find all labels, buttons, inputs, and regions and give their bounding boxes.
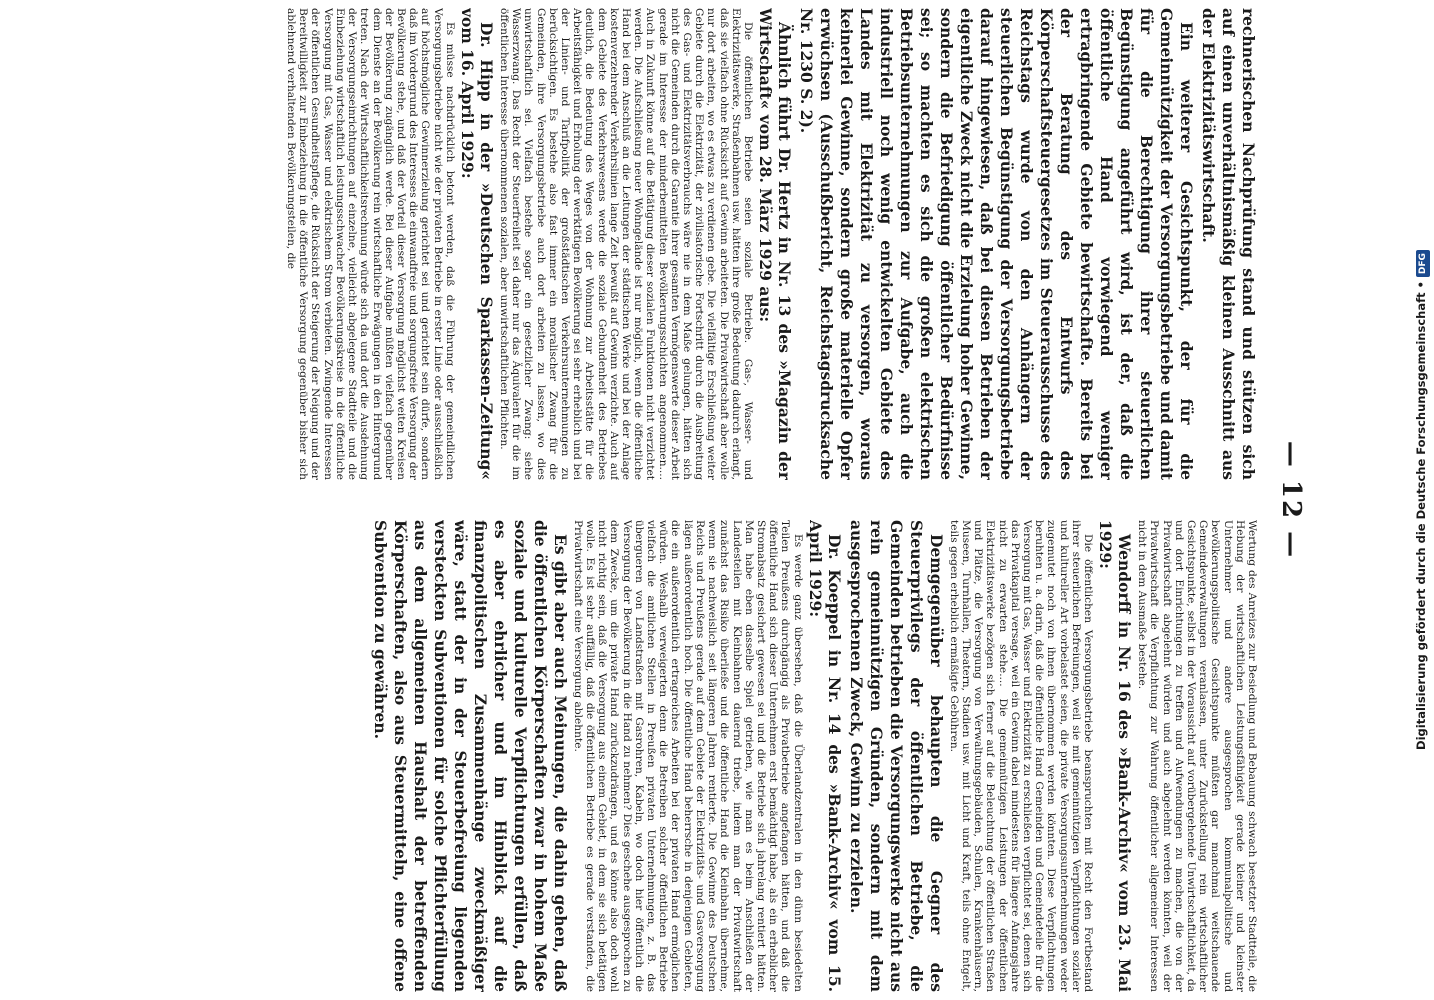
rotated-page	[100, 0, 1320, 1000]
text-columns	[138, 8, 1258, 992]
left-column	[138, 8, 1258, 480]
citation-heading: Wendorff in Nr. 16 des »Bank-Archiv« vom 23. Mai 1929:	[1095, 520, 1134, 992]
citation-heading: Dr. Hipp in der »Deutschen Sparkassen-Zeitung« vom 16. April 1929:	[457, 8, 496, 480]
quotation: Es werde ganz übersehen, daß die Überlandzentralen in den dünn besiedelten Teilen Preußens durchgängig als Privatbetriebe angefangen hätten, und daß die öffentliche Hand sich dieser Unternehmen erst bemächtigt habe, als ein erheblicher Stromabsatz gesichert gewesen sei und die Betriebe sich jahrelang rentiert hätten. Man habe eben dasselbe Spiel getrieben, wie man es beim Anschließen der Landesteilen mit Kleinbahnen dauernd triebe, indem man der Privatwirtschaft zunächst das Risiko überließe und die öffentliche Hand die Kleinbahn übernehme, wenn sie nachweislich seit längeren Jahren rentierte. Die Gewinne des Deutschen Reichs und Preußens gerade auf dem Gebiete der Elektrizitäts- und Gasversorgung lägen außerordentlich hoch. Die öffentliche Hand beherrsche in denjenigen Gebieten, die ein außerordentlich ertragreiches Arbeiten bei der privaten Hand ermöglichen würden. Weshalb verweigerten denn die Betreiben solcher öffentlichen Betriebe vielfach die amtlichen Stellen in Preußen privaten Unternehmungen, z. B. das übergueren von Landstraßen mit Gasrohren, Kabeln, wo doch hier öffentlich die Versorgung der Bevölkerung in die Hand zu nehmen? Dies geschehe ausgesprochen zu dem Zwecke, um die private Hand zurückzudrängen, und es könne also doch wohl nicht richtig sein, daß die Versorgung aus einem Gebiet, in dem sie sich betätigen wolle. Es ist sehr auffällig, daß die öffentlichen Betriebe es gerade verstanden, die Privatwirtschaft eine Versorgung ablehnte.	[571, 520, 804, 992]
quotation: Wertung des Anreizes zur Besiedlung und Bebauung schwach besetzter Stadtteile, die Hebung der wirtschaftlichen Leistungsfähigkeit gerade kleiner und kleinster Unternehmer und andere ausgesprochen kommunalpolitische und bevölkerungspolitische Gesichtspunkte müßten gar manchmal weitschauende Gemeindeverwaltungen veranlassen, unter Zurückstellung rein wirtschaftlicher Gesichtspunkte, selbst in der Voraussicht auf vorübergehende Unwirtschaftlichkeit, da und dort Einrichtungen zu treffen und Aufwendungen zu machen, die von der Privatwirtschaft abgelehnt würden und auch abgelehnt werden könnten, weil der Privatwirtschaft die Verpflichtung zur Wahrung öffentlicher allgemeiner Interessen nicht in dem Ausmaße bestehe.	[1136, 520, 1258, 992]
paragraph: Ein weiterer Gesichtspunkt, der für die Gemeinnützigkeit der Versorgungsbetriebe und damit für die Berechtigung ihrer steuerlichen Begünstigung angeführt wird, ist der, daß die öffentliche Hand vorwiegend weniger ertragbringende Gebiete bewirtschafte. Bereits bei der Beratung des Entwurfs des Körperschaftsteuergesetzes im Steuerausschusse des Reichstags wurde von den Anhängern der steuerlichen Begünstigung der Versorgungsbetriebe darauf hingewiesen, daß bei diesen Betrieben der eigentliche Zweck nicht die Erzielung hoher Gewinne, sondern die Befriedigung öffentlicher Bedürfnisse sei; so machten es sich die großen elektrischen Betriebsunternehmungen zur Aufgabe, auch die industriell noch wenig entwickelten Gebiete des Landes mit Elektrizität zu versorgen, woraus keinerlei Gewinne, sondern große materielle Opfer erwüchsen (Ausschußbericht, Reichstagsdrucksache Nr. 1230 S. 2).	[797, 8, 1196, 480]
digitization-note: Digitalisierung gefördert durch die Deutsche Forschungsgemeinschaft •	[1414, 281, 1428, 750]
paragraph: rechnerischen Nachprüfung stand und stützen sich auf einen unverhältnismäßig kleinen Ausschnitt aus der Elektrizitätswirtschaft.	[1199, 8, 1258, 480]
right-column	[138, 520, 1258, 992]
paragraph: Es gibt aber auch Meinungen, die dahin gehen, daß die öffentlichen Körperschaften zwar in hohem Maße soziale und kulturelle Verpflichtungen erfüllen, daß es aber ehrlicher und im Hinblick auf die finanzpolitischen Zusammenhänge zweckmäßiger wäre, statt der in der Steuerbefreiung liegenden versteckten Subventionen für solche Pflichterfüllung aus dem allgemeinen Haushalt der betreffenden Körperschaften, also aus Steuermitteln, eine offene Subvention zu gewähren.	[370, 520, 570, 992]
dfg-logo: DFG	[1416, 250, 1430, 277]
digitization-credit	[1412, 0, 1430, 1000]
quotation: Die öffentlichen Betriebe seien soziale Betriebe. Gas-, Wasser- und Elektrizitätswerke, Straßenbahnen usw. hätten ihre große Bedeutung dadurch erlangt, daß sie vielfach ohne Rücksicht auf Gewinn arbeiteten. Die Privatwirtschaft aber wolle nur dort arbeiten, wo es etwas zu verdienen gebe. Die vielfältige Erschließung weiter Gebiete durch die Elektrizität, der zivilisatorische Fortschritt durch die Ausbreitung des Gas- und Elektrizitätsverbrauchs wäre nie in dem Maße gelungen, hätten sich nicht die Gemeinden durch die Garantie ihrer gesamten Vermögenswerte dieser Arbeit gerade im Interesse der minderbemittelten Bevölkerungsschichten angenommen.... Auch in Zukunft könne auf die Betätigung dieser sozialen Funktionen nicht verzichtet werden. Die Aufschließung neuer Wohngelände ist nur möglich, wenn die öffentliche Hand bei dem Anschluß an die Leitungen der städtischen Werke und bei der Anlage kostenverzehrender Verkehrslinien lange Zeit bewußt auf Gewinn verzichte. Auch auf dem Gebiete des Verkehrswesens werde die soziale Gebundenheit des Betriebes deutlich, die Bedeutung des Weges von der Wohnung zur Arbeitsstätte für die Arbeitsfähigkeit und Erholung der werktätigen Bevölkerung sei sehr erheblich und bei der Linien- und Tarifpolitik der großstädtischen Verkehrsunternehmungen zu berücksichtigen. Es bestehe also fast immer ein moralischer Zwang für die Gemeinden, ihre Versorgungsbetriebe auch dort arbeiten zu lassen, wo dies unwirtschaftlich sei. Vielfach bestehe sogar ein gesetzlicher Zwang: siehe Wasserzwang. Das Recht der Steuerfreiheit sei daher nur das Äquivalent für die im öffentlichen Interesse übernommenen sozialen, aber unwirtschaftlichen Pflichten.	[497, 8, 754, 480]
page-number: — 12 —	[1276, 440, 1306, 560]
quotation: Die öffentlichen Versorgungsbetriebe beanspruchten mit Recht den Fortbestand ihrer steuerlichen Befreiungen, weil sie mit gemeinnützigen Verpflichtungen sozialer und kultureller Art vorbelastet seien, die private Versorgungsunternehmungen weder zugemutet noch von ihnen übernommen werden könnten. Diese Verpflichtungen beruhten u. a. darin, daß die öffentliche Hand Gemeinden und Gemeindeteile für die Versorgung mit Gas, Wasser und Elektrizität zu erschließen verpflichtet sei, denen sich das Privatkapital versage, weil ein Gewinn dabei mindestens für längere Anfangsjahre nicht zu erwarten stehe.... Die gemeinnützigen Leistungen der öffentlichen Elektrizitätswerke bezögen sich ferner auf die Beleuchtung der öffentlichen Straßen und Plätze, die Versorgung von Verwaltungsgebäuden, Schulen, Krankenhäusern, Museen, Turnhallen, Theatern, Stadien usw. mit Licht und Kraft, teils ohne Entgelt, teils gegen erheblich ermäßigte Gebühren.	[947, 520, 1094, 992]
paragraph: Demgegenüber behaupten die Gegner des Steuerprivilegs der öffentlichen Betriebe, die Gemeinden betrieben die Versorgungswerke nicht aus rein gemeinnützigen Gründen, sondern mit dem ausgesprochenen Zweck, Gewinn zu erzielen.	[846, 520, 946, 992]
citation-heading: Dr. Koeppel in Nr. 14 des »Bank-Archiv« vom 15. April 1929:	[805, 520, 844, 992]
quotation: Es müsse nachdrücklich betont werden, daß die Führung der gemeindlichen Versorgungsbetriebe nicht wie der privaten Betriebe in erster Linie oder ausschließlich auf höchstmögliche Gewinnerzielung gerichtet sei und gerichtet sein dürfe, sondern daß im Vordergrund des Interesses die einwandfreie und sorgungsfreie Versorgung der Bevölkerung stehe, und daß der Vorteil dieser Versorgung möglichst weiten Kreisen der Bevölkerung zugänglich werde. Bei dieser Aufgabe müßten vielfach gegenüber dem Dienste an der Bevölkerung rein wirtschaftliche Erwägungen in den Hintergrund treten. Nach der Wirtschaftlichkeitsrechnung würde sich da und dort die Ausdehnung der Versorgungseinrichtungen auf einzelne, vielleicht abgelegene Stadtteile und die Einbeziehung wirtschaftlich leistungsschwacher Bevölkerungskreise in die öffentliche Versorgung mit Gas, Wasser und elektrischem Strom verbieten. Zwingende Interessen der öffentlichen Gesundheitspflege, die Rücksicht der Steigerung der Neigung und der Bereitwilligkeit zur Einbeziehung in die öffentliche Versorgung gegenüber bisher sich ablehnend verhaltenden Bevölkerungsteilen, die	[285, 8, 456, 480]
citation-heading: Ähnlich führt Dr. Hertz in Nr. 13 des »Magazin der Wirtschaft« vom 28. März 1929 aus:	[756, 8, 794, 480]
